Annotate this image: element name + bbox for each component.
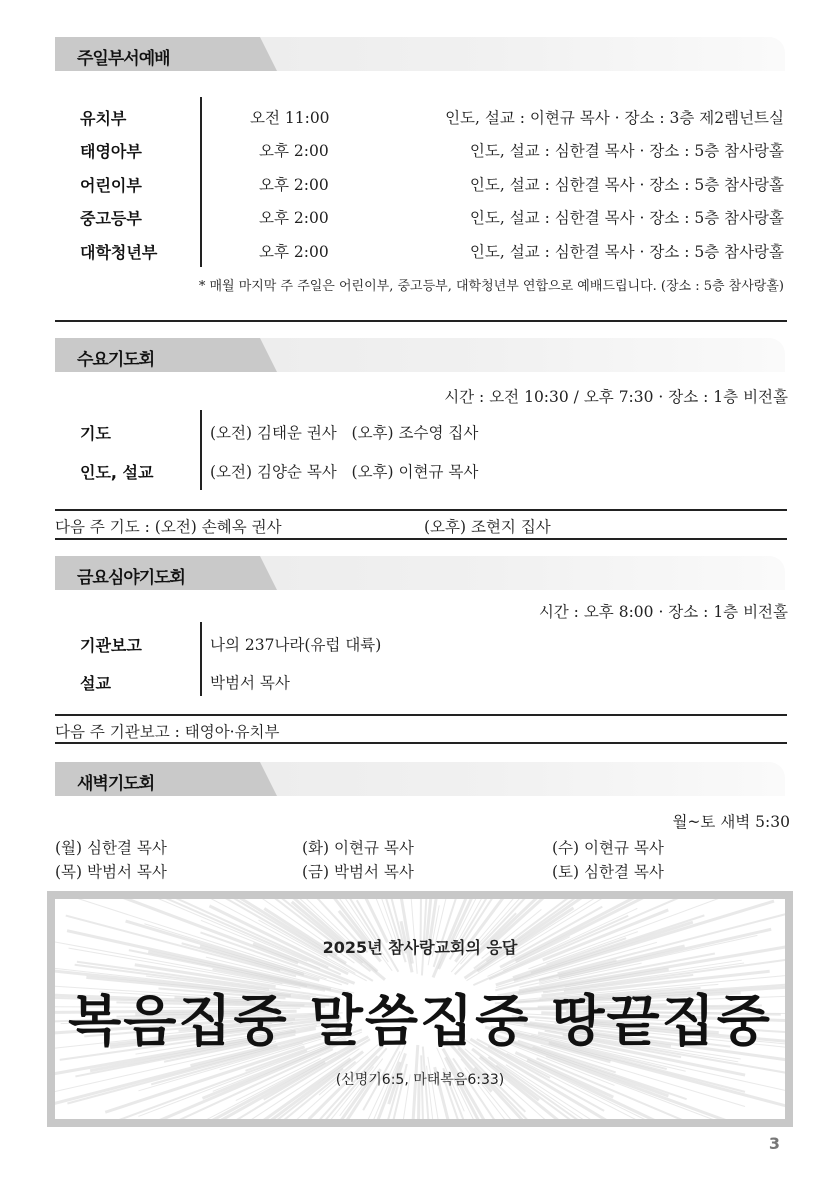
- divider: [200, 410, 202, 490]
- sunday-note: * 매월 마지막 주 주일은 어린이부, 중고등부, 대학청년부 연합으로 예배드립니다. (장소 : 5층 참사랑홀): [198, 279, 784, 294]
- service-detail: 인도, 설교 : 이현규 목사 · 장소 : 3층 제2렘넌트실: [445, 109, 784, 127]
- wednesday-label: 인도, 설교: [80, 463, 154, 482]
- service-time: 오전 11:00: [250, 109, 330, 127]
- wednesday-value: (오전) 김태운 권사 (오후) 조수영 집사: [210, 424, 479, 442]
- section-header-sunday: [55, 37, 785, 71]
- divider: [200, 97, 202, 267]
- service-detail: 인도, 설교 : 심한결 목사 · 장소 : 5층 참사랑홀: [469, 176, 784, 194]
- dawn-schedule-item: (금) 박범서 목사: [302, 863, 414, 881]
- dawn-schedule-item: (월) 심한결 목사: [55, 839, 167, 857]
- dawn-schedule-item: (화) 이현규 목사: [302, 839, 414, 857]
- friday-value: 나의 237나라(유럽 대륙): [210, 636, 382, 654]
- service-detail: 인도, 설교 : 심한결 목사 · 장소 : 5층 참사랑홀: [469, 209, 784, 227]
- section-divider: [55, 742, 787, 744]
- motto-banner: [47, 891, 793, 1127]
- dawn-schedule-item: (목) 박범서 목사: [55, 863, 167, 881]
- service-detail: 인도, 설교 : 심한결 목사 · 장소 : 5층 참사랑홀: [469, 142, 784, 160]
- section-divider: [55, 509, 787, 511]
- friday-label: 기관보고: [80, 636, 142, 655]
- section-divider: [55, 538, 787, 540]
- divider: [200, 622, 202, 696]
- wednesday-label: 기도: [80, 424, 111, 443]
- service-time: 오후 2:00: [259, 142, 329, 160]
- dept-label: 어린이부: [80, 176, 142, 195]
- banner-subtitle: 2025년 참사랑교회의 응답: [322, 938, 518, 957]
- dept-label: 유치부: [80, 109, 127, 128]
- section-divider: [55, 714, 787, 716]
- section-title: 주일부서예배: [77, 49, 170, 69]
- dawn-time: 월~토 새벽 5:30: [672, 813, 790, 831]
- wednesday-time-place: 시간 : 오전 10:30 / 오후 7:30 · 장소 : 1층 비전홀: [444, 388, 788, 406]
- wednesday-value: (오전) 김양순 목사 (오후) 이현규 목사: [210, 463, 479, 481]
- service-time: 오후 2:00: [259, 176, 329, 194]
- section-divider: [55, 320, 787, 322]
- banner-motto: 복음집중 말씀집중 땅끝집중: [68, 989, 772, 1053]
- dept-label: 대학청년부: [80, 243, 158, 262]
- banner-scripture-reference: (신명기6:5, 마태복음6:33): [335, 1072, 505, 1088]
- wednesday-next-prayer-pm: (오후) 조현지 집사: [424, 518, 551, 536]
- service-time: 오후 2:00: [259, 209, 329, 227]
- dawn-schedule-item: (토) 심한결 목사: [552, 863, 664, 881]
- dept-label: 태영아부: [80, 142, 142, 161]
- friday-label: 설교: [80, 674, 111, 693]
- friday-value: 박범서 목사: [210, 674, 290, 692]
- friday-next-report: 다음 주 기관보고 : 태영아·유치부: [55, 723, 280, 741]
- service-detail: 인도, 설교 : 심한결 목사 · 장소 : 5층 참사랑홀: [469, 243, 784, 261]
- friday-time-place: 시간 : 오후 8:00 · 장소 : 1층 비전홀: [538, 603, 788, 621]
- dawn-schedule-item: (수) 이현규 목사: [552, 839, 664, 857]
- wednesday-next-prayer: 다음 주 기도 : (오전) 손혜옥 권사: [55, 518, 282, 536]
- section-header-wednesday: [55, 338, 785, 372]
- section-title: 수요기도회: [77, 350, 155, 370]
- section-title: 금요심야기도회: [77, 568, 185, 588]
- section-title: 새벽기도회: [77, 774, 155, 794]
- page-number: 3: [768, 1134, 780, 1153]
- dept-label: 중고등부: [80, 209, 142, 228]
- service-time: 오후 2:00: [259, 243, 329, 261]
- section-header-friday: [55, 556, 785, 590]
- section-header-dawn: [55, 762, 785, 796]
